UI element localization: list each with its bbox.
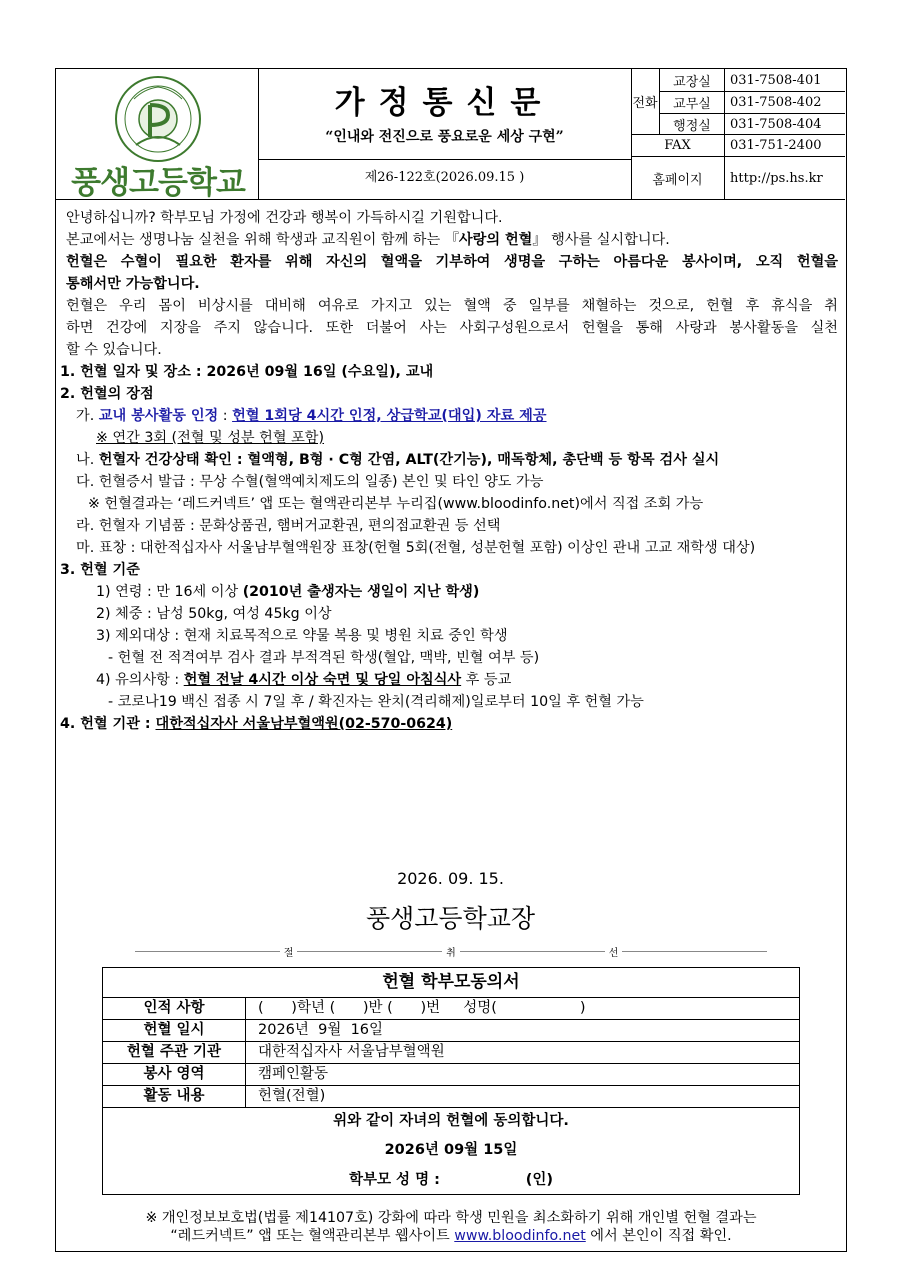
benefit-note [66,427,838,449]
section-benefits: 2. 헌혈의 장점 [60,386,154,402]
cut-char: 절 [283,947,294,959]
form-label: 헌혈 일시 [103,1020,246,1041]
paragraph-line: 할 수 있습니다. [66,342,162,358]
greeting: 안녕하십니까? 학부모님 가정에 건강과 행복이 가득하시길 기원합니다. [66,210,503,226]
paragraph-line: 헌혈은 우리 몸이 비상시를 대비해 여유로 가지고 있는 혈액 중 일부를 채혈하는 것으로, 헌혈 후 휴식을 취 [66,298,838,314]
item-text: 4. 헌혈 기관 : [60,716,156,732]
item-text-end: 후 등교 [461,672,512,688]
bloodinfo-link[interactable]: www.bloodinfo.net [454,1228,586,1244]
header [56,69,845,200]
benefit-health-check [66,449,838,471]
school-name: 풍생고등학교 [71,165,245,201]
paragraph-line: 하면 건강에 지장을 주지 않습니다. 또한 더불어 사는 사회구성원으로서 헌혈을 통해 사랑과 봉사활동을 실천 [66,320,838,336]
benefit-volunteer [66,405,838,427]
parent-signature-field[interactable]: 학부모 성 명 : (인) [348,1172,554,1188]
page-title: 가정통신문 [334,85,555,121]
form-row [103,1085,799,1107]
contact-value-admin: 031-7508-404 [724,113,845,134]
form-date-row [103,1134,799,1166]
contact-label-academic: 교무실 [659,91,724,113]
note-text: ※ 연간 3회 (전혈 및 성분 헌혈 포함) [96,430,325,446]
consent-form [102,967,800,1195]
item-text: 1) 연령 : 만 16세 이상 [96,584,243,600]
criteria-caution [66,669,838,691]
contact-table [631,69,845,199]
logo-cell [56,69,259,199]
intro-text: 본교에서는 생명나눔 실천을 위해 학생과 교직원이 함께 하는 『 [66,232,459,248]
item-text: 헌혈자 건강상태 확인 : 혈액형, B형 · C형 간염, ALT(간기능), 매독항체, 총단백 등 항목 검사 실시 [98,452,720,468]
contact-value-principal: 031-7508-401 [724,69,845,91]
intro [66,229,838,251]
divider [258,159,631,160]
criteria-exclusion: 3) 제외대상 : 현재 치료목적으로 약물 복용 및 병원 치료 중인 학생 [96,628,508,644]
newsletter-frame [55,68,847,1252]
item-bold: 헌혈 전날 4시간 이상 숙면 및 당일 아침식사 [183,672,462,688]
note-line [68,1227,834,1245]
criteria-weight: 2) 체중 : 남성 50kg, 여성 45kg 이상 [96,606,332,622]
form-title-row [103,968,799,997]
contact-label-principal: 교장실 [659,69,724,91]
student-info-field[interactable]: ( )학년 ( )반 ( )번 성명( ) [258,1000,586,1016]
cut-char: 취 [446,947,456,959]
contact-value-academic: 031-7508-402 [724,91,845,113]
section-criteria: 3. 헌혈 기준 [60,562,140,578]
benefit-value: 헌혈 1회당 4시간 인정, 상급학교(대입) 자료 제공 [232,408,547,424]
form-agree-row [103,1107,799,1134]
fax-value: 031-751-2400 [724,134,845,156]
cut-char: 선 [608,947,619,959]
homepage-label: 홈페이지 [631,156,724,199]
form-title: 헌혈 학부모동의서 [382,972,520,992]
form-row [103,1019,799,1041]
criteria-exclusion-sub: - 헌혈 전 적격여부 검사 결과 부적격된 학생(혈압, 맥박, 빈혈 여부 등) [108,650,540,666]
note-text: “레드커넥트” 앱 또는 혈액관리본부 웹사이트 [170,1228,455,1244]
slogan: “인내와 전진으로 풍요로운 세상 구현” [325,129,564,145]
separator: : [218,408,233,424]
contact-label-admin: 행정실 [659,113,724,134]
issue-number: 제26-122호(2026.09.15 ) [364,170,525,185]
item-prefix: 나. [76,452,99,468]
organization-name: 대한적십자사 서울남부혈액원(02-570-0624) [155,716,453,732]
benefit-gift: 라. 헌혈자 기념품 : 문화상품권, 햄버거교환권, 편의점교환권 등 선택 [76,518,501,534]
section-organization [60,713,838,735]
school-seal-icon [114,75,202,163]
form-label: 헌혈 주관 기관 [103,1042,246,1063]
signer: 풍생고등학교장 [365,904,536,933]
benefit-award: 마. 표창 : 대한적십자사 서울남부혈액원장 표창(헌혈 5회(전혈, 성분헌혈 포함) 이상인 관내 고교 재학생 대상) [76,540,756,556]
phone-label: 전화 [632,96,658,111]
intro-text-end: 』 행사를 실시합니다. [532,232,670,248]
item-prefix: 가. [76,408,99,424]
form-row [103,997,799,1019]
form-row [103,1063,799,1085]
form-value: 대한적십자사 서울남부혈액원 [258,1044,445,1060]
item-text: 4) 유의사항 : [96,672,184,688]
form-value: 2026년 9월 16일 [258,1022,384,1038]
form-label: 활동 내용 [103,1086,246,1107]
letter-body [60,207,838,735]
bold-statement-end: 통해서만 가능합니다. [66,276,200,292]
item-bold: (2010년 출생자는 생일이 지난 학생) [242,584,480,600]
note-text-end: 에서 본인이 직접 확인. [585,1228,732,1244]
form-value: 헌혈(전혈) [258,1088,326,1104]
form-label: 인적 사항 [103,998,246,1019]
benefit-certificate: 다. 헌혈증서 발급 : 무상 수혈(혈액예치제도의 일종) 본인 및 타인 양도 가능 [76,474,544,490]
form-sign-row [103,1166,799,1194]
agree-text: 위와 같이 자녀의 헌혈에 동의합니다. [333,1113,569,1129]
form-label: 봉사 영역 [103,1064,246,1085]
homepage-url[interactable]: http://ps.hs.kr [724,156,845,199]
benefit-label: 교내 봉사활동 인정 [98,408,219,424]
privacy-note [68,1209,834,1245]
form-date: 2026년 09월 15일 [384,1142,518,1158]
bold-statement: 헌혈은 수혈이 필요한 환자를 위해 자신의 혈액을 기부하여 생명을 구하는 아름다운 봉사이며, 오직 헌혈을 [66,254,838,270]
issue-date: 2026. 09. 15. [397,869,504,888]
note-line: ※ 개인정보보호법(법률 제14107호) 강화에 따라 학생 민원을 최소화하기 위해 개인별 헌혈 결과는 [145,1210,757,1226]
section-date-place: 1. 헌혈 일자 및 장소 : 2026년 09월 16일 (수요일), 교내 [60,364,434,380]
criteria-caution-sub: - 코로나19 백신 접종 시 7일 후 / 확진자는 완치(격리해제)일로부터 10일 후 헌혈 가능 [108,694,644,710]
form-value: 캠페인활동 [258,1066,329,1082]
result-note: ※ 헌혈결과는 ‘레드커넥트’ 앱 또는 혈액관리본부 누리집(www.bloodinfo.net)에서 직접 조회 가능 [88,496,704,512]
fax-label: FAX [631,134,724,156]
cut-line [131,943,771,959]
form-row [103,1041,799,1063]
event-name: 사랑의 헌혈 [458,232,533,248]
title-cell [258,69,632,199]
criteria-age [66,581,838,603]
